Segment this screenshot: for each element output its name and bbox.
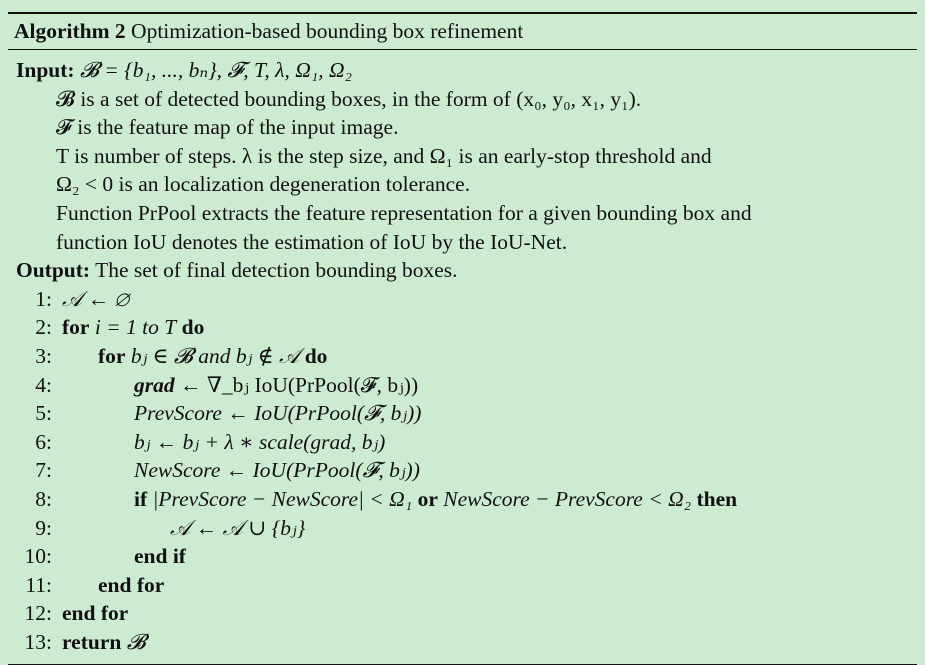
input-desc-2: 𝓕 is the feature map of the input image. — [56, 115, 399, 140]
step-number: 12: — [24, 601, 52, 626]
step-keyword: if — [134, 486, 148, 511]
input-desc-5: Function PrPool extracts the feature representation for a given bounding box and — [56, 200, 752, 225]
step-line — [16, 485, 917, 514]
step-text: |PrevScore − NewScore| < Ω₁ — [152, 486, 413, 511]
step-text: NewScore − PrevScore < Ω₂ — [443, 486, 692, 511]
step-number: 11: — [25, 572, 52, 597]
step-text: bⱼ ← bⱼ + λ ∗ scale(grad, bⱼ) — [134, 429, 386, 454]
step-number: 8: — [35, 486, 52, 511]
step-line — [16, 456, 917, 485]
step-line — [16, 371, 917, 400]
step-keyword: for — [62, 315, 90, 340]
step-line — [16, 571, 917, 600]
step-keyword: do — [304, 343, 328, 368]
step-variable: grad — [134, 372, 175, 397]
step-number: 1: — [35, 286, 52, 311]
algorithm-caption — [8, 14, 917, 49]
step-text: 𝒜 ← 𝒜 ∪ {bⱼ} — [170, 515, 306, 540]
step-text: i = 1 to T — [94, 315, 177, 340]
step-line — [16, 514, 917, 543]
input-line — [16, 56, 917, 85]
step-number: 6: — [35, 429, 52, 454]
step-line — [16, 428, 917, 457]
step-keyword: do — [181, 315, 205, 340]
input-desc-3: T is number of steps. λ is the step size, and Ω₁ is an early-stop threshold and — [56, 143, 712, 168]
algorithm-box — [8, 12, 917, 665]
step-keyword: end for — [98, 572, 165, 597]
step-text: ← ∇_bⱼ IoU(PrPool(𝓕, bⱼ)) — [174, 372, 419, 397]
step-text: bⱼ ∈ 𝓑 and bⱼ ∉ 𝒜 — [130, 343, 300, 368]
step-number: 9: — [35, 515, 52, 540]
algorithm-label: Algorithm 2 — [14, 19, 126, 43]
step-number: 7: — [35, 458, 52, 483]
step-line — [16, 542, 917, 571]
output-line — [16, 256, 917, 285]
step-line — [16, 342, 917, 371]
step-number: 5: — [35, 401, 52, 426]
step-line — [16, 628, 917, 657]
step-keyword: return — [62, 629, 122, 654]
step-text: NewScore ← IoU(PrPool(𝓕, bⱼ)) — [134, 458, 420, 483]
step-line — [16, 399, 917, 428]
step-line — [16, 285, 917, 314]
step-line — [16, 313, 917, 342]
output-label: Output: — [16, 258, 91, 283]
algorithm-title: Optimization-based bounding box refinement — [131, 19, 524, 43]
step-number: 2: — [35, 315, 52, 340]
step-number: 13: — [24, 629, 52, 654]
step-keyword: or — [417, 486, 438, 511]
step-number: 4: — [35, 372, 52, 397]
step-line — [16, 599, 917, 628]
step-text: 𝓑 — [126, 629, 146, 654]
input-signature: 𝓑 = {b₁, ..., bₙ}, 𝓕, T, λ, Ω₁, Ω₂ — [79, 58, 353, 82]
algorithm-body — [8, 50, 917, 658]
step-text: PrevScore ← IoU(PrPool(𝓕, bⱼ)) — [134, 401, 422, 426]
input-desc-1: 𝓑 is a set of detected bounding boxes, in the form of (x₀, y₀, x₁, y₁). — [56, 86, 642, 111]
step-number: 10: — [24, 544, 52, 569]
step-keyword: end if — [134, 544, 186, 569]
output-text: The set of final detection bounding boxes. — [95, 258, 458, 283]
step-text: 𝒜 ← ∅ — [62, 286, 129, 311]
step-keyword: end for — [62, 601, 129, 626]
input-desc-4: Ω₂ < 0 is an localization degeneration tolerance. — [56, 172, 471, 197]
step-keyword: then — [696, 486, 738, 511]
step-number: 3: — [35, 343, 52, 368]
step-keyword: for — [98, 343, 126, 368]
input-label: Input: — [16, 58, 75, 82]
input-desc-6: function IoU denotes the estimation of IoU by the IoU-Net. — [56, 229, 568, 254]
